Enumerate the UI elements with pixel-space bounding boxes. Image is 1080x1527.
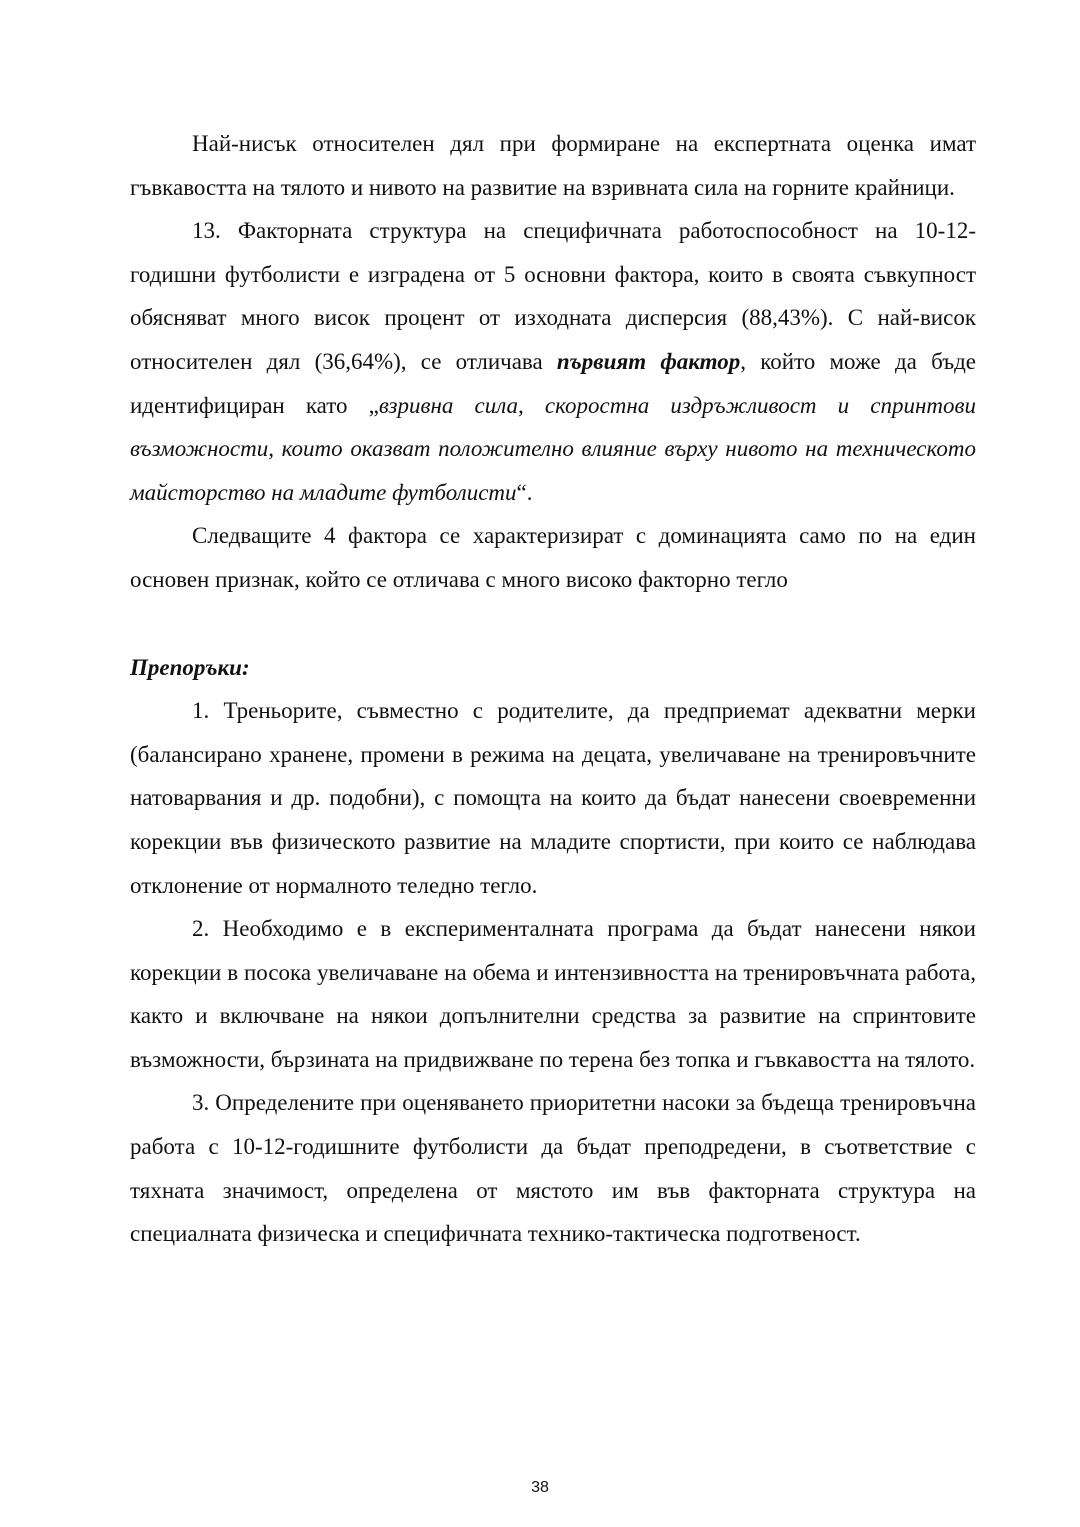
recommendation-item: 2. Необходимо е в експерименталната програма да бъдат нанесени някои корекции в посока увеличаване на обема и интензивността на тренировъчната работа, както и включване на някои допълнителни средства за развитие на спринтовите възможности, бързината на придвижване по терена без топка и гъвкавостта на тялото. [130,916,976,1072]
recommendation-item: 3. Определените при оценяването приоритетни насоки за бъдеща тренировъчна работа с 10-12-годишните футболисти да бъдат преподредени, в съответствие с тяхната значимост, определена от мястото им във факторната структура на специалната физическа и специфичната технико-тактическа подготвеност. [130,1090,976,1247]
page-number: 38 [531,1479,549,1496]
factor-quote-italic: взривна сила, скоростна издръжливост и спринтови възможности, които оказват положително влияние върху нивото на техническото майсторство на младите футболисти [130,392,976,505]
factor-structure-text: 13. Факторната структура на специфичната работоспособност на 10-12-годишни футболисти е изградена от 5 основни фактора, които в своята съвкупност обясняват много висок процент от изходната дисперсия (88,43%). С най-висок относителен дял (36,64%), се отличава [130,218,976,374]
first-factor-emphasis: първият фактор [556,348,741,374]
paragraph-lowest-share: Най-нисък относителен дял при формиране на експертната оценка имат гъвкавостта на тялото и нивото на развитие на взривната сила на горните крайници. [130,131,976,200]
paragraph-next-factors: Следващите 4 фактора се характеризират с доминацията само по на един основен признак, който се отличава с много високо факторно тегло [130,523,976,592]
recommendations-heading: Препоръки: [130,654,250,680]
factor-quote-end: “. [516,479,533,505]
paragraph-factor-structure [130,209,976,514]
section-gap [130,602,976,646]
recommendation-item: 1. Треньорите, съвместно с родителите, да предприемат адекватни мерки (балансирано хранене, промени в режима на децата, увеличаване на тренировъчните натоварвания и др. подобни), с помощта на които да бъдат нанесени своевременни корекции във физическото развитие на младите спортисти, при които се наблюдава отклонение от нормалното теледно тегло. [130,698,976,898]
factor-identification-text: , който може да бъде идентифициран като „ [130,348,977,418]
page-content [130,122,976,1256]
